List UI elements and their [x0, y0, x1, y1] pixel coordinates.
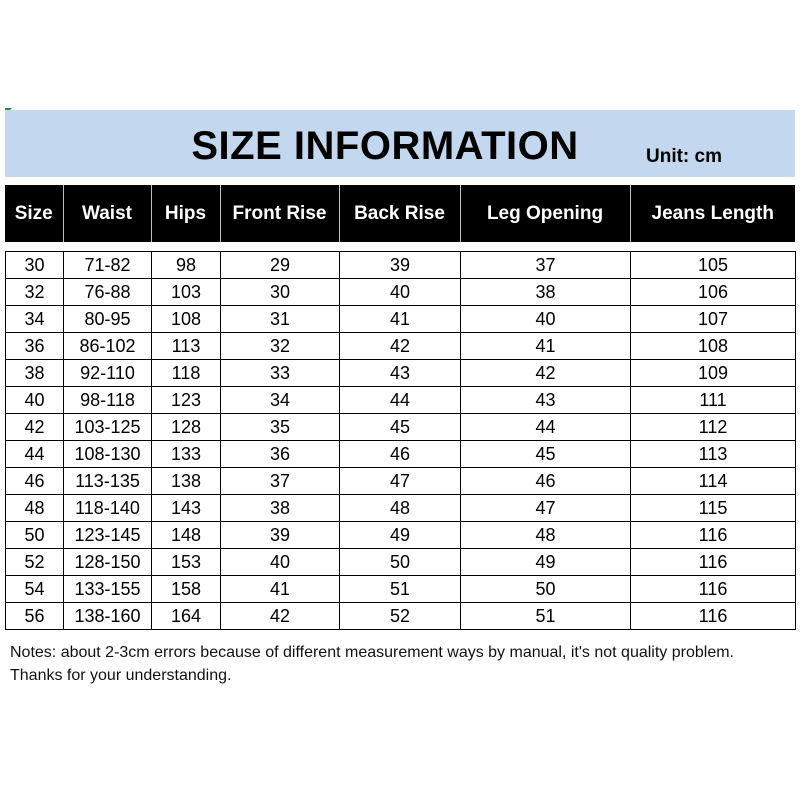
cell-back-rise: 43 — [340, 360, 461, 387]
cell-back-rise: 39 — [340, 252, 461, 279]
cell-leg-opening: 51 — [461, 603, 631, 630]
size-table-body — [6, 252, 796, 630]
cell-waist: 128-150 — [64, 549, 152, 576]
cell-leg-opening: 49 — [461, 549, 631, 576]
cell-jeans-length: 107 — [631, 306, 796, 333]
cell-jeans-length: 108 — [631, 333, 796, 360]
cell-waist: 103-125 — [64, 414, 152, 441]
cell-back-rise: 40 — [340, 279, 461, 306]
cell-jeans-length: 111 — [631, 387, 796, 414]
cell-size: 42 — [6, 414, 64, 441]
table-row — [6, 387, 796, 414]
cell-waist: 118-140 — [64, 495, 152, 522]
cell-hips: 143 — [152, 495, 221, 522]
header-size: Size — [14, 202, 53, 224]
cell-waist: 92-110 — [64, 360, 152, 387]
header-front-rise: Front Rise — [220, 185, 339, 242]
cell-size: 52 — [6, 549, 64, 576]
cell-hips: 118 — [152, 360, 221, 387]
cell-hips: 158 — [152, 576, 221, 603]
cell-front-rise: 41 — [221, 576, 340, 603]
cell-hips: 164 — [152, 603, 221, 630]
cell-back-rise: 50 — [340, 549, 461, 576]
cell-leg-opening: 48 — [461, 522, 631, 549]
cell-back-rise: 49 — [340, 522, 461, 549]
cell-hips: 113 — [152, 333, 221, 360]
cell-back-rise: 46 — [340, 441, 461, 468]
cell-waist: 98-118 — [64, 387, 152, 414]
cell-leg-opening: 50 — [461, 576, 631, 603]
table-row — [6, 522, 796, 549]
cell-waist: 76-88 — [64, 279, 152, 306]
table-row — [6, 333, 796, 360]
cell-size: 48 — [6, 495, 64, 522]
cell-hips: 133 — [152, 441, 221, 468]
cell-front-rise: 40 — [221, 549, 340, 576]
cell-back-rise: 48 — [340, 495, 461, 522]
cell-front-rise: 39 — [221, 522, 340, 549]
cell-leg-opening: 45 — [461, 441, 631, 468]
cell-front-rise: 32 — [221, 333, 340, 360]
cell-leg-opening: 43 — [461, 387, 631, 414]
cell-waist: 86-102 — [64, 333, 152, 360]
header-leg-opening: Leg Opening — [460, 185, 630, 242]
cell-jeans-length: 116 — [631, 576, 796, 603]
cell-front-rise: 31 — [221, 306, 340, 333]
cell-leg-opening: 42 — [461, 360, 631, 387]
cell-front-rise: 38 — [221, 495, 340, 522]
cell-size: 38 — [6, 360, 64, 387]
header-hips: Hips — [151, 185, 220, 242]
cell-leg-opening: 44 — [461, 414, 631, 441]
cell-hips: 98 — [152, 252, 221, 279]
table-row — [6, 549, 796, 576]
cell-size: 44 — [6, 441, 64, 468]
size-table — [5, 251, 796, 630]
cell-jeans-length: 116 — [631, 549, 796, 576]
cell-leg-opening: 40 — [461, 306, 631, 333]
cell-front-rise: 36 — [221, 441, 340, 468]
cell-waist: 138-160 — [64, 603, 152, 630]
cell-hips: 108 — [152, 306, 221, 333]
cell-size: 40 — [6, 387, 64, 414]
cell-jeans-length: 112 — [631, 414, 796, 441]
size-table-header — [5, 185, 795, 242]
cell-size: 30 — [6, 252, 64, 279]
cell-size: 32 — [6, 279, 64, 306]
cell-leg-opening: 41 — [461, 333, 631, 360]
cell-waist: 80-95 — [64, 306, 152, 333]
header-row — [5, 185, 795, 242]
table-row — [6, 360, 796, 387]
notes-text: Notes: about 2-3cm errors because of different measurement ways by manual, it's not quality problem. Thanks for your understanding. — [10, 644, 734, 684]
cell-hips: 138 — [152, 468, 221, 495]
cell-jeans-length: 116 — [631, 603, 796, 630]
cell-hips: 103 — [152, 279, 221, 306]
cell-front-rise: 34 — [221, 387, 340, 414]
table-row — [6, 252, 796, 279]
cell-jeans-length: 109 — [631, 360, 796, 387]
cell-hips: 153 — [152, 549, 221, 576]
cell-hips: 128 — [152, 414, 221, 441]
cell-waist: 108-130 — [64, 441, 152, 468]
title-banner — [5, 110, 795, 177]
cell-size: 46 — [6, 468, 64, 495]
cell-size: 54 — [6, 576, 64, 603]
cell-size: 34 — [6, 306, 64, 333]
cell-front-rise: 30 — [221, 279, 340, 306]
cell-leg-opening: 46 — [461, 468, 631, 495]
cell-back-rise: 44 — [340, 387, 461, 414]
cell-leg-opening: 47 — [461, 495, 631, 522]
cell-back-rise: 41 — [340, 306, 461, 333]
cell-waist: 123-145 — [64, 522, 152, 549]
table-row — [6, 576, 796, 603]
table-row — [6, 279, 796, 306]
table-row — [6, 306, 796, 333]
cell-waist: 71-82 — [64, 252, 152, 279]
cell-size: 56 — [6, 603, 64, 630]
page-title: SIZE INFORMATION — [191, 124, 579, 168]
cell-back-rise: 42 — [340, 333, 461, 360]
table-row — [6, 603, 796, 630]
unit-label: Unit: cm — [646, 146, 722, 167]
cell-front-rise: 35 — [221, 414, 340, 441]
table-row — [6, 468, 796, 495]
table-row — [6, 441, 796, 468]
cell-size: 36 — [6, 333, 64, 360]
cell-front-rise: 42 — [221, 603, 340, 630]
cell-leg-opening: 38 — [461, 279, 631, 306]
header-jeans-length: Jeans Length — [630, 185, 795, 242]
cell-hips: 148 — [152, 522, 221, 549]
table-row — [6, 414, 796, 441]
cell-front-rise: 33 — [221, 360, 340, 387]
cell-back-rise: 45 — [340, 414, 461, 441]
cell-front-rise: 29 — [221, 252, 340, 279]
cell-jeans-length: 116 — [631, 522, 796, 549]
cell-jeans-length: 105 — [631, 252, 796, 279]
cell-waist: 133-155 — [64, 576, 152, 603]
cell-hips: 123 — [152, 387, 221, 414]
cell-back-rise: 47 — [340, 468, 461, 495]
cell-size: 50 — [6, 522, 64, 549]
cell-jeans-length: 106 — [631, 279, 796, 306]
table-row — [6, 495, 796, 522]
cell-waist: 113-135 — [64, 468, 152, 495]
cell-jeans-length: 114 — [631, 468, 796, 495]
cell-front-rise: 37 — [221, 468, 340, 495]
cell-jeans-length: 115 — [631, 495, 796, 522]
cell-back-rise: 52 — [340, 603, 461, 630]
cell-jeans-length: 113 — [631, 441, 796, 468]
cell-leg-opening: 37 — [461, 252, 631, 279]
header-back-rise: Back Rise — [339, 185, 460, 242]
cell-back-rise: 51 — [340, 576, 461, 603]
header-waist: Waist — [63, 185, 151, 242]
